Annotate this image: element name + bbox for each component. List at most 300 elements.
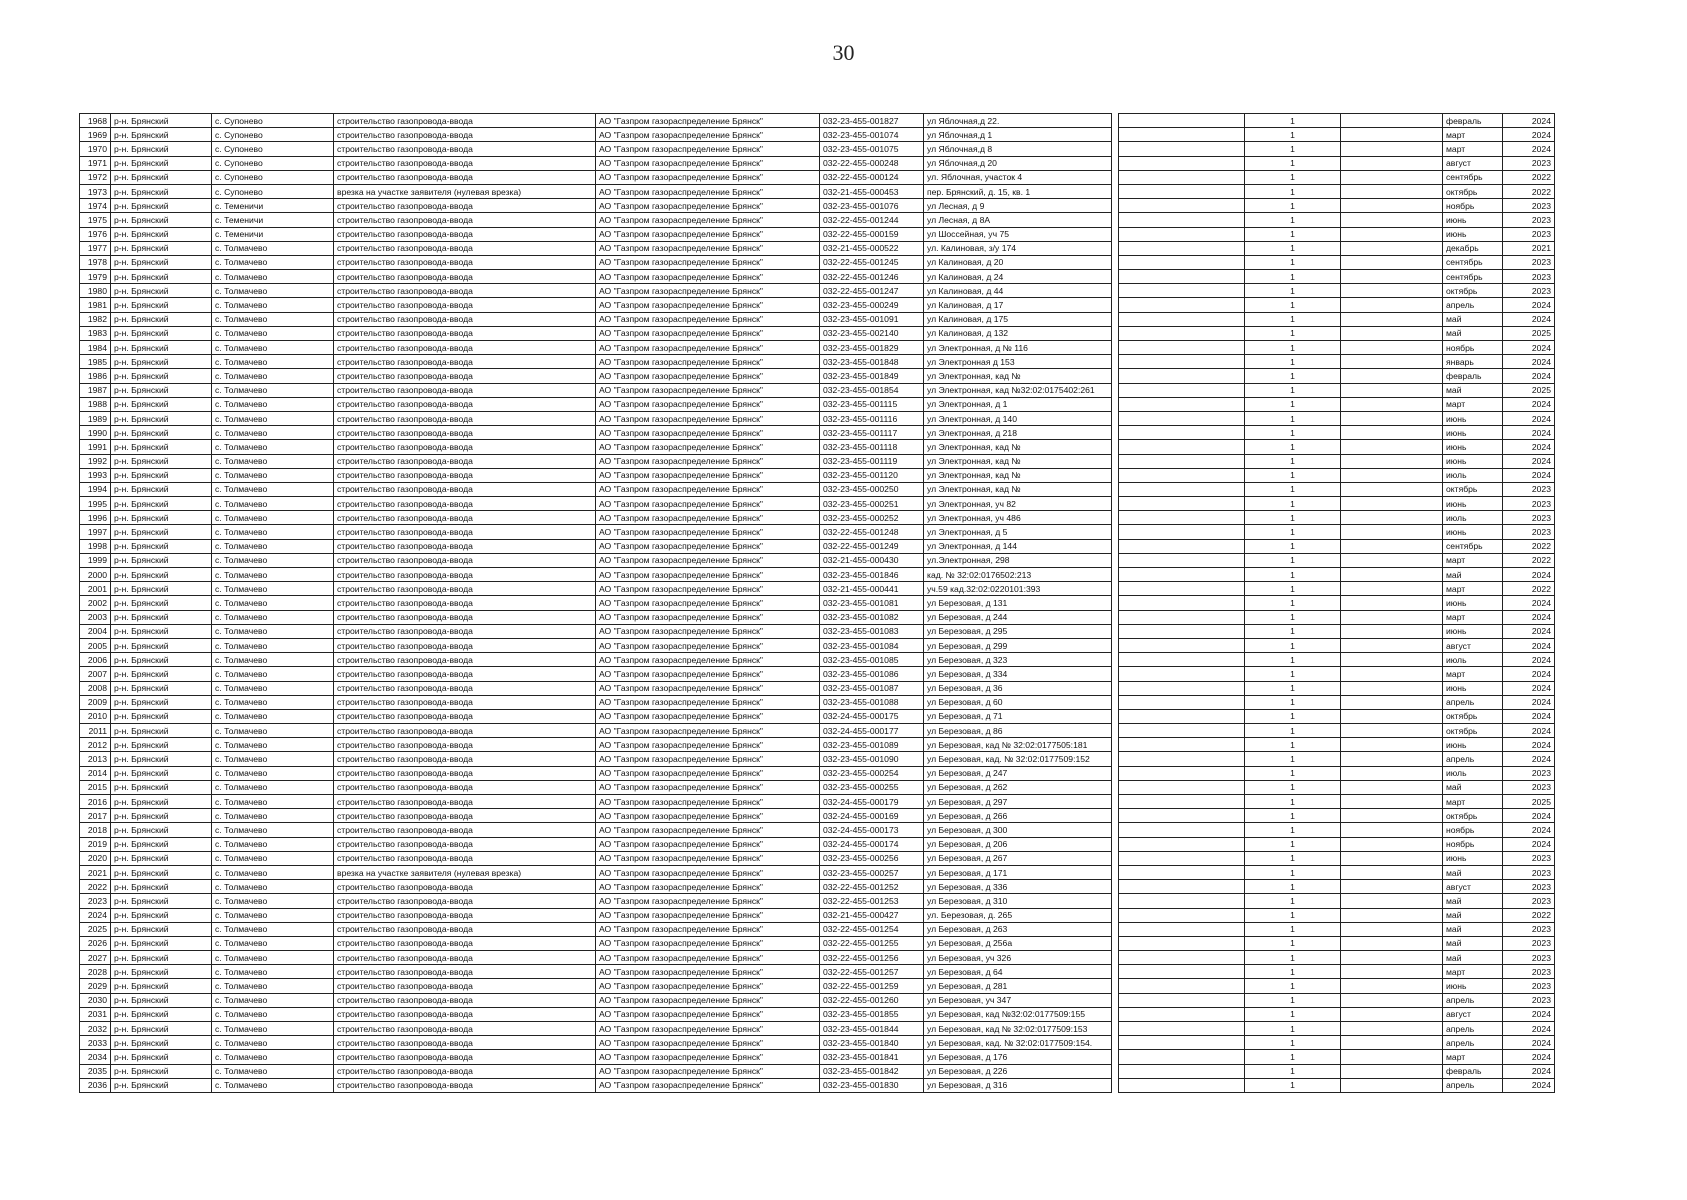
year-cell: 2024 xyxy=(1503,1036,1555,1050)
settlement-cell: с. Толмачево xyxy=(212,468,334,482)
district-cell: р-н. Брянский xyxy=(111,142,212,156)
district-cell: р-н. Брянский xyxy=(111,582,212,596)
month-cell: декабрь xyxy=(1443,241,1503,255)
address-cell: ул Электронная, д 144 xyxy=(924,539,1112,553)
year-cell: 2023 xyxy=(1503,284,1555,298)
empty-cell xyxy=(1119,1007,1245,1021)
empty-cell xyxy=(1341,922,1443,936)
empty-cell xyxy=(1341,142,1443,156)
month-cell: февраль xyxy=(1443,114,1503,128)
empty-cell xyxy=(1341,1036,1443,1050)
application-number-cell: 032-24-455-000179 xyxy=(820,795,924,809)
application-number-cell: 032-22-455-001256 xyxy=(820,951,924,965)
organization-cell: АО "Газпром газораспределение Брянск" xyxy=(596,539,820,553)
month-cell: июнь xyxy=(1443,227,1503,241)
table-row xyxy=(80,596,1112,610)
quantity-cell: 1 xyxy=(1245,780,1341,794)
organization-cell: АО "Газпром газораспределение Брянск" xyxy=(596,766,820,780)
quantity-cell: 1 xyxy=(1245,823,1341,837)
district-cell: р-н. Брянский xyxy=(111,823,212,837)
table-row xyxy=(80,695,1112,709)
empty-cell xyxy=(1119,809,1245,823)
address-cell: ул Электронная, кад № xyxy=(924,369,1112,383)
month-cell: март xyxy=(1443,667,1503,681)
application-number-cell: 032-21-455-000522 xyxy=(820,241,924,255)
table-row xyxy=(80,823,1112,837)
settlement-cell: с. Толмачево xyxy=(212,610,334,624)
district-cell: р-н. Брянский xyxy=(111,724,212,738)
settlement-cell: с. Толмачево xyxy=(212,993,334,1007)
year-cell: 2024 xyxy=(1503,568,1555,582)
organization-cell: АО "Газпром газораспределение Брянск" xyxy=(596,156,820,170)
application-number-cell: 032-23-455-000257 xyxy=(820,865,924,879)
row-number-cell: 1998 xyxy=(80,539,111,553)
empty-cell xyxy=(1119,341,1245,355)
empty-cell xyxy=(1341,865,1443,879)
district-cell: р-н. Брянский xyxy=(111,795,212,809)
settlement-cell: с. Толмачево xyxy=(212,1022,334,1036)
address-cell: ул Березовая, д 226 xyxy=(924,1064,1112,1078)
year-cell: 2024 xyxy=(1503,1007,1555,1021)
quantity-cell: 1 xyxy=(1245,241,1341,255)
work-type-cell: строительство газопровода-ввода xyxy=(334,142,596,156)
address-cell: ул Березовая, д 244 xyxy=(924,610,1112,624)
year-cell: 2023 xyxy=(1503,482,1555,496)
organization-cell: АО "Газпром газораспределение Брянск" xyxy=(596,1064,820,1078)
district-cell: р-н. Брянский xyxy=(111,1022,212,1036)
organization-cell: АО "Газпром газораспределение Брянск" xyxy=(596,667,820,681)
year-cell: 2021 xyxy=(1503,241,1555,255)
month-cell: октябрь xyxy=(1443,284,1503,298)
quantity-cell: 1 xyxy=(1245,454,1341,468)
empty-cell xyxy=(1119,965,1245,979)
month-cell: август xyxy=(1443,1007,1503,1021)
work-type-cell: строительство газопровода-ввода xyxy=(334,780,596,794)
table-row xyxy=(80,837,1112,851)
settlement-cell: с. Толмачево xyxy=(212,454,334,468)
month-cell: ноябрь xyxy=(1443,341,1503,355)
empty-cell xyxy=(1341,411,1443,425)
organization-cell: АО "Газпром газораспределение Брянск" xyxy=(596,411,820,425)
address-cell: уч.59 кад.32:02:0220101:393 xyxy=(924,582,1112,596)
application-number-cell: 032-23-455-001090 xyxy=(820,752,924,766)
address-cell: ул Березовая, д 334 xyxy=(924,667,1112,681)
work-type-cell: строительство газопровода-ввода xyxy=(334,568,596,582)
settlement-cell: с. Толмачево xyxy=(212,653,334,667)
year-cell: 2023 xyxy=(1503,851,1555,865)
row-number-cell: 1990 xyxy=(80,426,111,440)
table-row xyxy=(80,936,1112,950)
row-number-cell: 2013 xyxy=(80,752,111,766)
address-cell: ул Березовая, д 247 xyxy=(924,766,1112,780)
table-row xyxy=(80,568,1112,582)
settlement-cell: с. Толмачево xyxy=(212,440,334,454)
year-cell: 2024 xyxy=(1503,653,1555,667)
address-cell: ул Электронная, кад № xyxy=(924,482,1112,496)
table-row xyxy=(1119,1022,1555,1036)
organization-cell: АО "Газпром газораспределение Брянск" xyxy=(596,922,820,936)
empty-cell xyxy=(1119,638,1245,652)
row-number-cell: 1978 xyxy=(80,255,111,269)
district-cell: р-н. Брянский xyxy=(111,170,212,184)
organization-cell: АО "Газпром газораспределение Брянск" xyxy=(596,653,820,667)
year-cell: 2024 xyxy=(1503,411,1555,425)
table-row xyxy=(80,525,1112,539)
settlement-cell: с. Толмачево xyxy=(212,865,334,879)
empty-cell xyxy=(1119,128,1245,142)
table-row xyxy=(1119,482,1555,496)
settlement-cell: с. Теменичи xyxy=(212,227,334,241)
month-cell: февраль xyxy=(1443,1064,1503,1078)
empty-cell xyxy=(1341,951,1443,965)
application-number-cell: 032-22-455-000159 xyxy=(820,227,924,241)
settlement-cell: с. Толмачево xyxy=(212,795,334,809)
year-cell: 2024 xyxy=(1503,809,1555,823)
row-number-cell: 1980 xyxy=(80,284,111,298)
row-number-cell: 1993 xyxy=(80,468,111,482)
settlement-cell: с. Толмачево xyxy=(212,667,334,681)
work-type-cell: строительство газопровода-ввода xyxy=(334,298,596,312)
empty-cell xyxy=(1119,270,1245,284)
application-number-cell: 032-23-455-001081 xyxy=(820,596,924,610)
month-cell: июнь xyxy=(1443,596,1503,610)
application-number-cell: 032-23-455-001087 xyxy=(820,681,924,695)
empty-cell xyxy=(1119,539,1245,553)
row-number-cell: 2022 xyxy=(80,880,111,894)
district-cell: р-н. Брянский xyxy=(111,454,212,468)
empty-cell xyxy=(1119,596,1245,610)
row-number-cell: 1989 xyxy=(80,411,111,425)
settlement-cell: с. Толмачево xyxy=(212,766,334,780)
district-cell: р-н. Брянский xyxy=(111,667,212,681)
application-number-cell: 032-23-455-001085 xyxy=(820,653,924,667)
table-row xyxy=(80,468,1112,482)
work-type-cell: строительство газопровода-ввода xyxy=(334,128,596,142)
settlement-cell: с. Толмачево xyxy=(212,1036,334,1050)
row-number-cell: 2018 xyxy=(80,823,111,837)
work-type-cell: строительство газопровода-ввода xyxy=(334,1036,596,1050)
table-row xyxy=(80,298,1112,312)
empty-cell xyxy=(1341,738,1443,752)
application-number-cell: 032-22-455-001249 xyxy=(820,539,924,553)
empty-cell xyxy=(1341,724,1443,738)
month-cell: октябрь xyxy=(1443,809,1503,823)
table-row xyxy=(1119,270,1555,284)
work-type-cell: строительство газопровода-ввода xyxy=(334,1007,596,1021)
month-cell: ноябрь xyxy=(1443,837,1503,851)
table-row xyxy=(80,128,1112,142)
year-cell: 2024 xyxy=(1503,681,1555,695)
quantity-cell: 1 xyxy=(1245,199,1341,213)
organization-cell: АО "Газпром газораспределение Брянск" xyxy=(596,553,820,567)
organization-cell: АО "Газпром газораспределение Брянск" xyxy=(596,1078,820,1092)
quantity-cell: 1 xyxy=(1245,809,1341,823)
organization-cell: АО "Газпром газораспределение Брянск" xyxy=(596,724,820,738)
work-type-cell: строительство газопровода-ввода xyxy=(334,1078,596,1092)
organization-cell: АО "Газпром газораспределение Брянск" xyxy=(596,355,820,369)
table-row xyxy=(80,142,1112,156)
address-cell: ул Березовая, д 267 xyxy=(924,851,1112,865)
organization-cell: АО "Газпром газораспределение Брянск" xyxy=(596,213,820,227)
address-cell: ул Электронная, кад № xyxy=(924,454,1112,468)
table-row xyxy=(80,922,1112,936)
quantity-cell: 1 xyxy=(1245,213,1341,227)
month-cell: апрель xyxy=(1443,993,1503,1007)
application-number-cell: 032-22-455-001244 xyxy=(820,213,924,227)
settlement-cell: с. Толмачево xyxy=(212,284,334,298)
settlement-cell: с. Толмачево xyxy=(212,752,334,766)
empty-cell xyxy=(1119,865,1245,879)
work-type-cell: строительство газопровода-ввода xyxy=(334,440,596,454)
quantity-cell: 1 xyxy=(1245,128,1341,142)
quantity-cell: 1 xyxy=(1245,326,1341,340)
quantity-cell: 1 xyxy=(1245,312,1341,326)
address-cell: ул Березовая, д 336 xyxy=(924,880,1112,894)
work-type-cell: строительство газопровода-ввода xyxy=(334,880,596,894)
settlement-cell: с. Толмачево xyxy=(212,553,334,567)
settlement-cell: с. Толмачево xyxy=(212,341,334,355)
quantity-cell: 1 xyxy=(1245,624,1341,638)
address-cell: ул Яблочная,д 1 xyxy=(924,128,1112,142)
quantity-cell: 1 xyxy=(1245,653,1341,667)
application-number-cell: 032-23-455-001082 xyxy=(820,610,924,624)
empty-cell xyxy=(1119,1050,1245,1064)
quantity-cell: 1 xyxy=(1245,993,1341,1007)
year-cell: 2024 xyxy=(1503,709,1555,723)
row-number-cell: 2010 xyxy=(80,709,111,723)
address-cell: кад. № 32:02:0176502:213 xyxy=(924,568,1112,582)
table-row xyxy=(1119,142,1555,156)
year-cell: 2025 xyxy=(1503,326,1555,340)
settlement-cell: с. Толмачево xyxy=(212,411,334,425)
empty-cell xyxy=(1119,624,1245,638)
year-cell: 2024 xyxy=(1503,823,1555,837)
table-row xyxy=(80,951,1112,965)
address-cell: ул Калиновая, д 17 xyxy=(924,298,1112,312)
settlement-cell: с. Толмачево xyxy=(212,1050,334,1064)
year-cell: 2023 xyxy=(1503,780,1555,794)
work-type-cell: строительство газопровода-ввода xyxy=(334,965,596,979)
table-row xyxy=(1119,795,1555,809)
month-cell: июль xyxy=(1443,653,1503,667)
empty-cell xyxy=(1119,979,1245,993)
quantity-cell: 1 xyxy=(1245,142,1341,156)
quantity-cell: 1 xyxy=(1245,709,1341,723)
work-type-cell: строительство газопровода-ввода xyxy=(334,411,596,425)
empty-cell xyxy=(1119,951,1245,965)
district-cell: р-н. Брянский xyxy=(111,355,212,369)
application-number-cell: 032-22-455-001259 xyxy=(820,979,924,993)
table-row xyxy=(80,582,1112,596)
row-number-cell: 1982 xyxy=(80,312,111,326)
year-cell: 2024 xyxy=(1503,454,1555,468)
settlement-cell: с. Толмачево xyxy=(212,383,334,397)
district-cell: р-н. Брянский xyxy=(111,227,212,241)
table-row xyxy=(80,979,1112,993)
work-type-cell: строительство газопровода-ввода xyxy=(334,369,596,383)
month-cell: март xyxy=(1443,795,1503,809)
row-number-cell: 2012 xyxy=(80,738,111,752)
empty-cell xyxy=(1119,695,1245,709)
address-cell: ул Березовая, д 310 xyxy=(924,894,1112,908)
address-cell: ул Березовая, д 64 xyxy=(924,965,1112,979)
quantity-cell: 1 xyxy=(1245,284,1341,298)
row-number-cell: 1985 xyxy=(80,355,111,369)
month-cell: июнь xyxy=(1443,440,1503,454)
year-cell: 2023 xyxy=(1503,227,1555,241)
table-row xyxy=(1119,539,1555,553)
month-cell: июнь xyxy=(1443,681,1503,695)
year-cell: 2023 xyxy=(1503,766,1555,780)
table-row xyxy=(1119,922,1555,936)
application-number-cell: 032-23-455-001829 xyxy=(820,341,924,355)
month-cell: май xyxy=(1443,780,1503,794)
empty-cell xyxy=(1119,114,1245,128)
row-number-cell: 1977 xyxy=(80,241,111,255)
row-number-cell: 2006 xyxy=(80,653,111,667)
row-number-cell: 2003 xyxy=(80,610,111,624)
year-cell: 2024 xyxy=(1503,1078,1555,1092)
settlement-cell: с. Толмачево xyxy=(212,780,334,794)
table-row xyxy=(80,397,1112,411)
empty-cell xyxy=(1341,114,1443,128)
address-cell: ул Лесная, д 8А xyxy=(924,213,1112,227)
table-row xyxy=(80,255,1112,269)
settlement-cell: с. Теменичи xyxy=(212,199,334,213)
application-number-cell: 032-22-455-001255 xyxy=(820,936,924,950)
settlement-cell: с. Толмачево xyxy=(212,724,334,738)
organization-cell: АО "Газпром газораспределение Брянск" xyxy=(596,184,820,198)
organization-cell: АО "Газпром газораспределение Брянск" xyxy=(596,681,820,695)
month-cell: ноябрь xyxy=(1443,199,1503,213)
quantity-cell: 1 xyxy=(1245,596,1341,610)
month-cell: июнь xyxy=(1443,497,1503,511)
quantity-cell: 1 xyxy=(1245,681,1341,695)
settlement-cell: с. Толмачево xyxy=(212,312,334,326)
work-type-cell: строительство газопровода-ввода xyxy=(334,284,596,298)
address-cell: ул Березовая, уч 326 xyxy=(924,951,1112,965)
work-type-cell: строительство газопровода-ввода xyxy=(334,426,596,440)
row-number-cell: 1997 xyxy=(80,525,111,539)
settlement-cell: с. Толмачево xyxy=(212,709,334,723)
table-row xyxy=(1119,156,1555,170)
left-data-table xyxy=(79,113,1112,1093)
table-row xyxy=(80,227,1112,241)
organization-cell: АО "Газпром газораспределение Брянск" xyxy=(596,468,820,482)
empty-cell xyxy=(1119,681,1245,695)
settlement-cell: с. Толмачево xyxy=(212,624,334,638)
application-number-cell: 032-23-455-000252 xyxy=(820,511,924,525)
district-cell: р-н. Брянский xyxy=(111,709,212,723)
empty-cell xyxy=(1119,411,1245,425)
settlement-cell: с. Толмачево xyxy=(212,369,334,383)
month-cell: июнь xyxy=(1443,454,1503,468)
application-number-cell: 032-22-455-001257 xyxy=(820,965,924,979)
address-cell: пер. Брянский, д. 15, кв. 1 xyxy=(924,184,1112,198)
row-number-cell: 2017 xyxy=(80,809,111,823)
month-cell: март xyxy=(1443,582,1503,596)
empty-cell xyxy=(1119,326,1245,340)
application-number-cell: 032-23-455-001116 xyxy=(820,411,924,425)
address-cell: ул Электронная, д № 116 xyxy=(924,341,1112,355)
district-cell: р-н. Брянский xyxy=(111,411,212,425)
month-cell: май xyxy=(1443,894,1503,908)
district-cell: р-н. Брянский xyxy=(111,766,212,780)
organization-cell: АО "Газпром газораспределение Брянск" xyxy=(596,610,820,624)
table-row xyxy=(80,908,1112,922)
application-number-cell: 032-22-455-000248 xyxy=(820,156,924,170)
organization-cell: АО "Газпром газораспределение Брянск" xyxy=(596,894,820,908)
address-cell: ул Березовая, кад № 32:02:0177505:181 xyxy=(924,738,1112,752)
application-number-cell: 032-23-455-001088 xyxy=(820,695,924,709)
organization-cell: АО "Газпром газораспределение Брянск" xyxy=(596,270,820,284)
year-cell: 2025 xyxy=(1503,795,1555,809)
work-type-cell: строительство газопровода-ввода xyxy=(334,525,596,539)
work-type-cell: строительство газопровода-ввода xyxy=(334,738,596,752)
application-number-cell: 032-23-455-001827 xyxy=(820,114,924,128)
empty-cell xyxy=(1341,1007,1443,1021)
empty-cell xyxy=(1341,184,1443,198)
month-cell: май xyxy=(1443,865,1503,879)
table-row xyxy=(1119,695,1555,709)
application-number-cell: 032-22-455-001254 xyxy=(820,922,924,936)
table-row xyxy=(1119,241,1555,255)
empty-cell xyxy=(1341,965,1443,979)
row-number-cell: 2025 xyxy=(80,922,111,936)
application-number-cell: 032-23-455-001120 xyxy=(820,468,924,482)
quantity-cell: 1 xyxy=(1245,837,1341,851)
address-cell: ул Березовая, д 266 xyxy=(924,809,1112,823)
table-row xyxy=(1119,766,1555,780)
table-row xyxy=(80,482,1112,496)
address-cell: ул. Березовая, д. 265 xyxy=(924,908,1112,922)
application-number-cell: 032-23-455-001842 xyxy=(820,1064,924,1078)
month-cell: январь xyxy=(1443,355,1503,369)
row-number-cell: 2014 xyxy=(80,766,111,780)
application-number-cell: 032-22-455-001248 xyxy=(820,525,924,539)
address-cell: ул Березовая, кад № 32:02:0177509:153 xyxy=(924,1022,1112,1036)
address-cell: ул Калиновая, д 132 xyxy=(924,326,1112,340)
district-cell: р-н. Брянский xyxy=(111,525,212,539)
district-cell: р-н. Брянский xyxy=(111,255,212,269)
month-cell: апрель xyxy=(1443,1036,1503,1050)
district-cell: р-н. Брянский xyxy=(111,383,212,397)
year-cell: 2024 xyxy=(1503,369,1555,383)
row-number-cell: 1976 xyxy=(80,227,111,241)
empty-cell xyxy=(1119,482,1245,496)
row-number-cell: 1995 xyxy=(80,497,111,511)
organization-cell: АО "Газпром газораспределение Брянск" xyxy=(596,255,820,269)
work-type-cell: врезка на участке заявителя (нулевая врезка) xyxy=(334,865,596,879)
table-row xyxy=(80,426,1112,440)
table-row xyxy=(1119,128,1555,142)
empty-cell xyxy=(1341,979,1443,993)
address-cell: ул Электронная д 153 xyxy=(924,355,1112,369)
application-number-cell: 032-23-455-001849 xyxy=(820,369,924,383)
table-row xyxy=(1119,525,1555,539)
year-cell: 2024 xyxy=(1503,596,1555,610)
organization-cell: АО "Газпром газораспределение Брянск" xyxy=(596,482,820,496)
table-row xyxy=(1119,312,1555,326)
work-type-cell: строительство газопровода-ввода xyxy=(334,553,596,567)
empty-cell xyxy=(1119,738,1245,752)
organization-cell: АО "Газпром газораспределение Брянск" xyxy=(596,936,820,950)
quantity-cell: 1 xyxy=(1245,638,1341,652)
work-type-cell: строительство газопровода-ввода xyxy=(334,497,596,511)
empty-cell xyxy=(1341,525,1443,539)
table-row xyxy=(80,610,1112,624)
district-cell: р-н. Брянский xyxy=(111,468,212,482)
